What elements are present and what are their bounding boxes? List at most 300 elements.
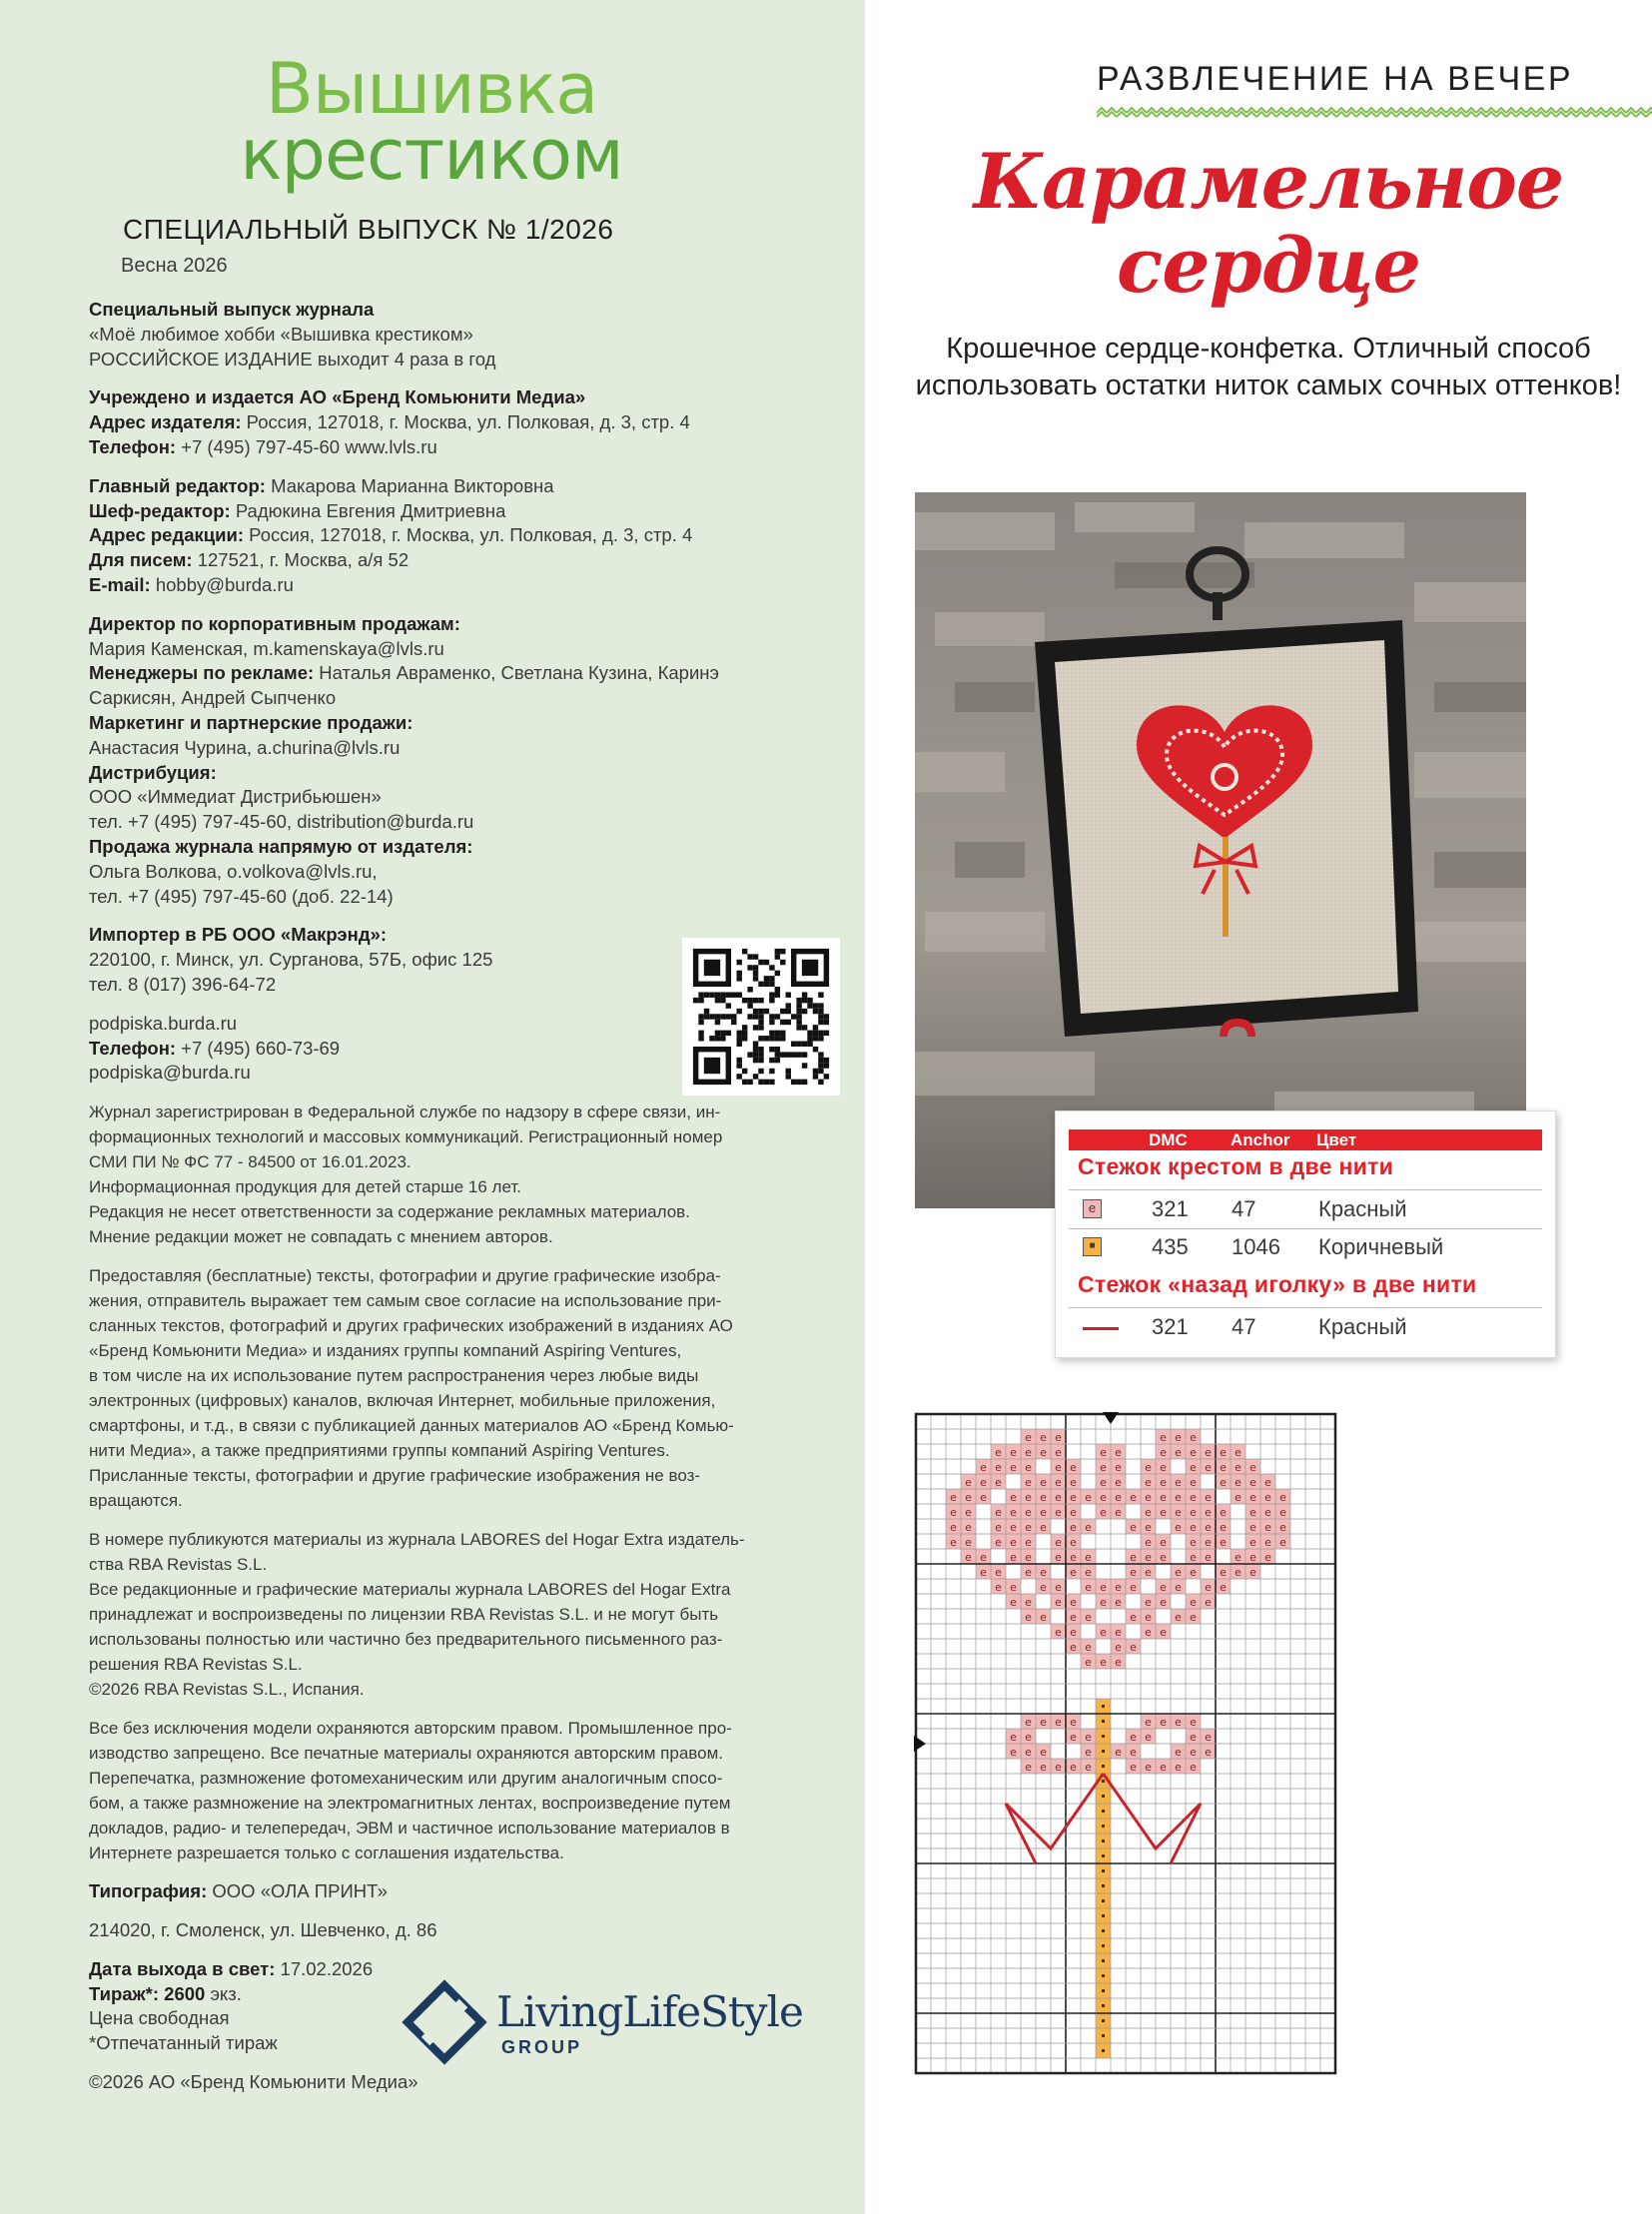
- chart-stitch-symbol: e: [995, 1446, 1002, 1459]
- chart-stitch-symbol: e: [1055, 1446, 1062, 1459]
- chart-stitch-symbol: e: [1130, 1731, 1137, 1744]
- key-row: [1069, 1229, 1542, 1265]
- chart-stitch-symbol: e: [1025, 1476, 1032, 1489]
- chart-stitch-symbol: e: [1025, 1461, 1032, 1474]
- chart-stitch-symbol: e: [1055, 1476, 1062, 1489]
- registration-text: [89, 1100, 808, 1249]
- chart-stitch-symbol: e: [1055, 1491, 1062, 1504]
- chart-stitch-symbol: e: [1055, 1536, 1062, 1549]
- printer-name: ООО «ОЛА ПРИНТ»: [207, 1880, 388, 1902]
- chart-stitch-symbol: e: [1190, 1476, 1197, 1489]
- importer-address: 220100, г. Минск, ул. Сурганова, 57Б, офис 125: [89, 949, 493, 971]
- chart-stitch-symbol: e: [1025, 1596, 1032, 1609]
- qr-code-icon[interactable]: [682, 938, 840, 1096]
- chart-stitch-symbol: e: [1100, 1491, 1107, 1504]
- chart-stitch-symbol: e: [1070, 1761, 1077, 1774]
- chart-stitch-symbol: e: [1145, 1626, 1152, 1639]
- chart-stitch-symbol: e: [1055, 1626, 1062, 1639]
- chart-stitch-symbol: e: [1190, 1596, 1197, 1609]
- chart-stitch-symbol: e: [950, 1506, 957, 1519]
- registration-line: СМИ ПИ № ФС 77 - 84500 от 16.01.2023.: [89, 1152, 412, 1172]
- chart-stem-symbol: [1102, 1780, 1105, 1783]
- chart-stitch-symbol: e: [1115, 1596, 1122, 1609]
- key-header-anchor: Anchor: [1231, 1130, 1290, 1149]
- chart-stitch-symbol: e: [950, 1491, 957, 1504]
- chart-stitch-symbol: e: [1249, 1461, 1256, 1474]
- price: Цена свободная: [89, 2007, 230, 2029]
- chart-stitch-symbol: e: [995, 1476, 1002, 1489]
- printer-address: 214020, г. Смоленск, ул. Шевченко, д. 86: [89, 1918, 437, 1940]
- chart-stitch-symbol: e: [1190, 1716, 1197, 1729]
- chart-stitch-symbol: e: [1010, 1521, 1017, 1534]
- chart-stitch-symbol: e: [1264, 1536, 1271, 1549]
- chart-stitch-symbol: e: [1085, 1491, 1092, 1504]
- printed-note: *Отпечатанный тираж: [89, 2032, 278, 2054]
- subscribe-phone-label: Телефон:: [89, 1037, 177, 1059]
- chart-stitch-symbol: e: [1160, 1761, 1167, 1774]
- article-title-line1: Карамельное: [973, 137, 1564, 226]
- chart-stitch-symbol: e: [1130, 1491, 1137, 1504]
- chart-stitch-symbol: e: [1190, 1536, 1197, 1549]
- chart-stitch-symbol: e: [950, 1521, 957, 1534]
- chart-stitch-symbol: e: [1205, 1536, 1212, 1549]
- chart-stitch-symbol: e: [1145, 1761, 1152, 1774]
- chart-stitch-symbol: e: [1070, 1506, 1077, 1519]
- chart-stem-symbol: [1102, 1989, 1105, 1992]
- key-color: Коричневый: [1318, 1234, 1444, 1259]
- chart-stitch-symbol: e: [1145, 1551, 1152, 1564]
- chart-stitch-symbol: e: [995, 1536, 1002, 1549]
- chart-stitch-symbol: e: [1040, 1566, 1047, 1579]
- chart-stem-symbol: [1102, 2019, 1105, 2022]
- ad-managers-label: Менеджеры по рекламе:: [89, 662, 315, 684]
- copyright-line: Перепечатка, размножение фотомеханическим или другим аналогичным спосо-: [89, 1769, 723, 1789]
- chart-stitch-symbol: e: [1055, 1551, 1062, 1564]
- footer-copyright: ©2026 АО «Бренд Комьюнити Медиа»: [89, 2070, 418, 2092]
- article-lead: Крошечное сердце-конфетка. Отличный способ использовать остатки ниток самых сочных оттенков!: [915, 333, 1622, 401]
- chart-stitch-symbol: e: [1070, 1476, 1077, 1489]
- chart-stitch-symbol: e: [1190, 1611, 1197, 1624]
- email-value[interactable]: hobby@burda.ru: [150, 573, 294, 595]
- chart-stitch-symbol: e: [1249, 1536, 1256, 1549]
- chart-stitch-symbol: e: [1070, 1626, 1077, 1639]
- chart-stitch-symbol: e: [1115, 1506, 1122, 1519]
- chart-stitch-symbol: e: [1249, 1521, 1256, 1534]
- chart-stitch-symbol: e: [1279, 1521, 1286, 1534]
- chart-stitch-symbol: e: [1100, 1581, 1107, 1594]
- chart-stitch-symbol: e: [1190, 1566, 1197, 1579]
- chart-stitch-symbol: e: [1145, 1731, 1152, 1744]
- imprint-sales: [89, 612, 808, 910]
- chart-stitch-symbol: e: [1010, 1746, 1017, 1759]
- ad-managers: Наталья Авраменко, Светлана Кузина, Каринэ: [314, 662, 719, 684]
- copyright-line: бом, а также размножение на электромагнитных лентах, воспроизведение путем: [89, 1794, 731, 1814]
- chart-stitch-symbol: e: [1190, 1506, 1197, 1519]
- chart-stitch-symbol: e: [1145, 1461, 1152, 1474]
- chart-stitch-symbol: e: [1040, 1761, 1047, 1774]
- chart-stitch-symbol: e: [1070, 1611, 1077, 1624]
- imprint-editorial: [89, 474, 808, 598]
- chart-stitch-symbol: e: [1264, 1521, 1271, 1534]
- chart-stitch-symbol: e: [1130, 1611, 1137, 1624]
- chart-stitch-symbol: e: [1130, 1761, 1137, 1774]
- chart-stitch-symbol: e: [1040, 1476, 1047, 1489]
- managing-editor-label: Шеф-редактор:: [89, 499, 231, 521]
- chart-stitch-symbol: e: [1055, 1761, 1062, 1774]
- chart-stitch-symbol: e: [1190, 1746, 1197, 1759]
- labores-line: ©2026 RBA Revistas S.L., Испания.: [89, 1680, 365, 1700]
- chart-stitch-symbol: e: [1160, 1626, 1167, 1639]
- chart-stitch-symbol: e: [1070, 1491, 1077, 1504]
- backstitch-line-icon: [1083, 1327, 1119, 1330]
- chart-stitch-symbol: e: [1279, 1536, 1286, 1549]
- distribution-contact: тел. +7 (495) 797-45-60, distribution@burda.ru: [89, 811, 474, 833]
- labores-line: принадлежат и воспроизведены по лицензии RBA Revistas S.L. и не могут быть: [89, 1605, 719, 1625]
- chart-stitch-symbol: e: [1205, 1551, 1212, 1564]
- chart-stitch-symbol: e: [1175, 1761, 1182, 1774]
- circulation-label: Тираж*: 2600: [89, 1982, 206, 2004]
- chart-stitch-symbol: e: [1160, 1551, 1167, 1564]
- chart-stitch-symbol: e: [1264, 1491, 1271, 1504]
- key-anchor: 1046: [1232, 1234, 1280, 1259]
- magazine-title-line2: крестиком: [240, 114, 623, 196]
- chart-stitch-symbol: e: [1205, 1446, 1212, 1459]
- direct-sales-label: Продажа журнала напрямую от издателя:: [89, 835, 473, 857]
- chart-stitch-symbol: e: [980, 1566, 987, 1579]
- chart-stitch-symbol: e: [1025, 1536, 1032, 1549]
- embroidery-photo: [915, 492, 1526, 1208]
- chart-stitch-symbol: e: [1040, 1746, 1047, 1759]
- chart-stem-symbol: [1102, 1944, 1105, 1947]
- chart-stitch-symbol: e: [1264, 1551, 1271, 1564]
- chart-stitch-symbol: e: [1115, 1461, 1122, 1474]
- labores-line: ства RBA Revistas S.L.: [89, 1555, 268, 1575]
- printer-block: [89, 1879, 808, 1904]
- key-color: Красный: [1318, 1314, 1407, 1339]
- chart-stitch-symbol: e: [1055, 1506, 1062, 1519]
- chart-stitch-symbol: e: [1205, 1461, 1212, 1474]
- chart-stitch-symbol: e: [980, 1461, 987, 1474]
- chart-stitch-symbol: e: [1085, 1656, 1092, 1669]
- chart-stitch-symbol: e: [1010, 1506, 1017, 1519]
- chart-stitch-symbol: e: [1025, 1551, 1032, 1564]
- chart-stitch-symbol: e: [1145, 1506, 1152, 1519]
- chart-stitch-symbol: e: [1040, 1446, 1047, 1459]
- chart-stitch-symbol: e: [1145, 1596, 1152, 1609]
- chart-stitch-symbol: e: [1130, 1746, 1137, 1759]
- ad-managers-cont: Саркисян, Андрей Сыпченко: [89, 687, 337, 709]
- chart-stitch-symbol: e: [1160, 1581, 1167, 1594]
- chart-stitch-symbol: e: [1040, 1716, 1047, 1729]
- chart-stitch-symbol: e: [1160, 1536, 1167, 1549]
- publisher-address-label: Адрес издателя:: [89, 411, 242, 433]
- key-dmc: 321: [1152, 1314, 1189, 1339]
- copyright-line: изводство запрещено. Все печатные материалы охраняются авторским правом.: [89, 1744, 723, 1764]
- chart-stitch-symbol: e: [1025, 1491, 1032, 1504]
- letters-label: Для писем:: [89, 549, 193, 571]
- consent-line: Предоставляя (бесплатные) тексты, фотографии и другие графические изобра-: [89, 1266, 721, 1286]
- chart-stitch-symbol: e: [995, 1461, 1002, 1474]
- chart-stitch-symbol: e: [980, 1551, 987, 1564]
- chart-stitch-symbol: e: [1100, 1656, 1107, 1669]
- chart-stitch-symbol: e: [1025, 1431, 1032, 1444]
- chart-stitch-symbol: e: [1220, 1521, 1227, 1534]
- chart-stitch-symbol: e: [965, 1506, 972, 1519]
- editorial-address: Россия, 127018, г. Москва, ул. Полковая, д. 3, стр. 4: [244, 524, 693, 546]
- consent-line: нити Медиа», а также предприятиями группы компаний Aspiring Ventures.: [89, 1441, 670, 1461]
- chart-stem-symbol: [1102, 1929, 1105, 1932]
- chart-stem-symbol: [1102, 1720, 1105, 1723]
- chart-stitch-symbol: e: [1010, 1731, 1017, 1744]
- labores-line: решения RBA Revistas S.L.: [89, 1655, 303, 1675]
- chart-stem-symbol: [1102, 1810, 1105, 1813]
- special-label: Специальный выпуск журнала: [89, 299, 375, 320]
- chart-stitch-symbol: e: [1190, 1551, 1197, 1564]
- importer-label: Импортер в РБ ООО «Макрэнд»:: [89, 924, 388, 946]
- release-label: Дата выхода в свет:: [89, 1957, 276, 1979]
- registration-line: формационных технологий и массовых коммуникаций. Регистрационный номер: [89, 1127, 723, 1147]
- chart-stem-symbol: [1102, 1884, 1105, 1887]
- chart-stitch-symbol: e: [1115, 1626, 1122, 1639]
- chart-stitch-symbol: e: [1160, 1476, 1167, 1489]
- chart-stitch-symbol: e: [1085, 1566, 1092, 1579]
- issue-title: СПЕЦИАЛЬНЫЙ ВЫПУСК № 1/2026: [123, 214, 614, 245]
- chart-stitch-symbol: e: [1025, 1521, 1032, 1534]
- email-label: E-mail:: [89, 573, 151, 595]
- chart-stem-symbol: [1102, 1765, 1105, 1768]
- imprint-founder: [89, 385, 808, 459]
- chart-stem-symbol: [1102, 1735, 1105, 1738]
- chart-stitch-symbol: e: [1145, 1611, 1152, 1624]
- logo-text: LivingLifeStyle: [496, 1987, 803, 2036]
- chart-stitch-symbol: e: [1115, 1476, 1122, 1489]
- chart-stitch-symbol: e: [995, 1506, 1002, 1519]
- chart-stitch-symbol: e: [1055, 1461, 1062, 1474]
- chart-stitch-symbol: e: [1130, 1551, 1137, 1564]
- chart-stitch-symbol: e: [1070, 1536, 1077, 1549]
- consent-line: жения, отправитель выражает тем самым свое согласие на использование при-: [89, 1291, 722, 1311]
- consent-line: сланных текстов, фотографий и других графических изображений в изданиях АО: [89, 1316, 733, 1336]
- letters-address: 127521, г. Москва, а/я 52: [192, 549, 410, 571]
- chart-stitch-symbol: e: [1115, 1446, 1122, 1459]
- chart-stitch-symbol: e: [1190, 1431, 1197, 1444]
- chart-stitch-symbol: e: [1115, 1491, 1122, 1504]
- chart-stem-symbol: [1102, 1840, 1105, 1843]
- chart-stitch-symbol: e: [1040, 1611, 1047, 1624]
- chart-stitch-symbol: e: [965, 1521, 972, 1534]
- chart-stitch-symbol: e: [1070, 1566, 1077, 1579]
- chart-stitch-symbol: e: [1070, 1521, 1077, 1534]
- registration-line: Мнение редакции может не совпадать с мнением авторов.: [89, 1227, 553, 1247]
- chart-stitch-symbol: e: [1010, 1596, 1017, 1609]
- chart-stitch-symbol: e: [1220, 1566, 1227, 1579]
- chart-stitch-symbol: e: [1235, 1446, 1241, 1459]
- swatch-red-icon: e: [1083, 1199, 1102, 1218]
- marketing: Анастасия Чурина, a.churina@lvls.ru: [89, 736, 401, 758]
- chart-stitch-symbol: e: [1160, 1596, 1167, 1609]
- key-section-cross: Стежок крестом в две нити: [1078, 1153, 1394, 1179]
- chart-stitch-symbol: e: [1249, 1566, 1256, 1579]
- article-title: [899, 137, 1638, 310]
- chart-stitch-symbol: e: [1130, 1641, 1137, 1654]
- chart-stitch-symbol: e: [1100, 1506, 1107, 1519]
- chart-stitch-symbol: e: [1025, 1746, 1032, 1759]
- chart-stem-symbol: [1102, 1750, 1105, 1753]
- chart-stitch-symbol: e: [1175, 1446, 1182, 1459]
- copyright-line: докладов, радио- и телепередач, ЭВМ и частичное использование материалов в: [89, 1819, 730, 1839]
- chart-stitch-symbol: e: [1025, 1716, 1032, 1729]
- publisher-logo: [402, 1975, 831, 2067]
- chart-stitch-symbol: e: [1010, 1536, 1017, 1549]
- chart-stitch-symbol: e: [1175, 1716, 1182, 1729]
- chart-stitch-symbol: e: [1190, 1521, 1197, 1534]
- labores-line: использованы полностью или частично без предварительного письменного раз-: [89, 1630, 723, 1650]
- chart-stitch-symbol: e: [1115, 1641, 1122, 1654]
- key-dmc: 321: [1152, 1196, 1189, 1221]
- chart-stitch-symbol: e: [1070, 1551, 1077, 1564]
- consent-text: [89, 1263, 808, 1513]
- chart-stitch-symbol: e: [1220, 1536, 1227, 1549]
- chart-stitch-symbol: e: [1205, 1581, 1212, 1594]
- direct-sales: Ольга Волкова, o.volkova@lvls.ru,: [89, 860, 378, 882]
- chart-stitch-symbol: e: [1145, 1491, 1152, 1504]
- special-line: «Моё любимое хобби «Вышивка крестиком»: [89, 323, 473, 345]
- chart-stitch-symbol: e: [1235, 1476, 1241, 1489]
- chart-stitch-symbol: e: [1220, 1476, 1227, 1489]
- chart-stitch-symbol: e: [1130, 1521, 1137, 1534]
- chart-stem-symbol: [1102, 1825, 1105, 1828]
- chart-stitch-symbol: e: [1040, 1431, 1047, 1444]
- key-header-color: Цвет: [1316, 1130, 1357, 1149]
- chart-stitch-symbol: e: [1249, 1476, 1256, 1489]
- chart-stitch-symbol: e: [1040, 1491, 1047, 1504]
- consent-line: Присланные тексты, фотографии и другие графические изображения не воз-: [89, 1466, 701, 1486]
- consent-line: вращаются.: [89, 1491, 183, 1511]
- chart-stitch-symbol: e: [1205, 1731, 1212, 1744]
- corp-sales-label: Директор по корпоративным продажам:: [89, 612, 460, 634]
- key-section-backstitch: Стежок «назад иголку» в две нити: [1078, 1271, 1477, 1297]
- key-row: [1069, 1309, 1542, 1345]
- chart-stitch-symbol: e: [1205, 1746, 1212, 1759]
- chart-stitch-symbol: e: [1085, 1641, 1092, 1654]
- subscribe-email[interactable]: podpiska@burda.ru: [89, 1062, 251, 1084]
- chart-stitch-symbol: e: [965, 1536, 972, 1549]
- chart-stitch-symbol: e: [1175, 1476, 1182, 1489]
- chart-stitch-symbol: e: [1040, 1581, 1047, 1594]
- registration-line: Редакция не несет ответственности за содержание рекламных материалов.: [89, 1202, 690, 1222]
- chart-stitch-symbol: e: [1100, 1596, 1107, 1609]
- key-divider: [1069, 1307, 1542, 1308]
- chart-stitch-symbol: e: [1175, 1431, 1182, 1444]
- chart-stitch-symbol: e: [1055, 1716, 1062, 1729]
- chart-stitch-symbol: e: [1070, 1461, 1077, 1474]
- chart-stitch-symbol: e: [1010, 1491, 1017, 1504]
- key-anchor: 47: [1232, 1196, 1256, 1221]
- chart-stitch-symbol: e: [1160, 1716, 1167, 1729]
- chart-stitch-symbol: e: [1040, 1506, 1047, 1519]
- chart-stitch-symbol: e: [1115, 1656, 1122, 1669]
- chart-stem-symbol: [1102, 1974, 1105, 1977]
- logo-group: GROUP: [501, 2037, 583, 2057]
- chart-stem-symbol: [1102, 2004, 1105, 2007]
- imprint-text: [89, 298, 808, 2095]
- copyright-text: [89, 1716, 808, 1865]
- chart-stitch-symbol: e: [995, 1521, 1002, 1534]
- chart-stitch-symbol: e: [1175, 1506, 1182, 1519]
- chart-stitch-symbol: e: [1235, 1551, 1241, 1564]
- chart-stitch-symbol: e: [1070, 1716, 1077, 1729]
- key-anchor: 47: [1232, 1314, 1256, 1339]
- key-dmc: 435: [1152, 1234, 1189, 1259]
- chart-stitch-symbol: e: [1175, 1581, 1182, 1594]
- chart-stitch-symbol: e: [1205, 1491, 1212, 1504]
- chart-stitch-symbol: e: [1190, 1446, 1197, 1459]
- chart-stitch-symbol: e: [1190, 1731, 1197, 1744]
- chart-stitch-symbol: e: [1249, 1551, 1256, 1564]
- chart-stitch-symbol: e: [1070, 1731, 1077, 1744]
- rubric-title: РАЗВЛЕЧЕНИЕ НА ВЕЧЕР: [1097, 60, 1574, 98]
- chart-stitch-symbol: e: [1115, 1581, 1122, 1594]
- chart-stitch-symbol: e: [1040, 1521, 1047, 1534]
- chart-stitch-symbol: e: [1085, 1581, 1092, 1594]
- chart-stitch-symbol: e: [950, 1536, 957, 1549]
- corp-sales: Мария Каменская, m.kamenskaya@lvls.ru: [89, 637, 444, 659]
- chart-stitch-symbol: e: [1025, 1761, 1032, 1774]
- chart-stitch-symbol: e: [1025, 1566, 1032, 1579]
- direct-sales-phone: тел. +7 (495) 797-45-60 (доб. 22-14): [89, 885, 394, 907]
- chart-stitch-symbol: e: [965, 1491, 972, 1504]
- chart-stitch-symbol: e: [1220, 1506, 1227, 1519]
- chart-stitch-symbol: e: [1100, 1461, 1107, 1474]
- chart-stitch-symbol: e: [1085, 1761, 1092, 1774]
- chart-stitch-symbol: e: [1175, 1521, 1182, 1534]
- chart-stitch-symbol: e: [1085, 1521, 1092, 1534]
- chart-stitch-symbol: e: [1205, 1596, 1212, 1609]
- chart-stitch-symbol: e: [1085, 1731, 1092, 1744]
- chart-stitch-symbol: e: [1085, 1611, 1092, 1624]
- distribution-label: Дистрибуция:: [89, 761, 217, 783]
- chart-stitch-symbol: e: [1100, 1626, 1107, 1639]
- chart-stitch-symbol: e: [1145, 1536, 1152, 1549]
- chart-stitch-symbol: e: [1160, 1461, 1167, 1474]
- chart-stitch-symbol: e: [1085, 1746, 1092, 1759]
- chart-stitch-symbol: e: [980, 1476, 987, 1489]
- registration-line: Информационная продукция для детей старше 16 лет.: [89, 1177, 521, 1197]
- article-title-line2: сердце: [1116, 221, 1420, 310]
- chart-stitch-symbol: e: [1100, 1446, 1107, 1459]
- chief-editor-label: Главный редактор:: [89, 474, 266, 496]
- chart-stitch-symbol: e: [995, 1581, 1002, 1594]
- issue-season: Весна 2026: [121, 255, 228, 277]
- chart-stitch-symbol: e: [1220, 1446, 1227, 1459]
- swatch-brown-icon: ■: [1083, 1237, 1102, 1256]
- zigzag-divider: [1097, 106, 1652, 120]
- chart-stitch-symbol: e: [1160, 1506, 1167, 1519]
- chart-stitch-symbol: e: [1160, 1491, 1167, 1504]
- chart-stitch-symbol: e: [1070, 1641, 1077, 1654]
- chart-stem-symbol: [1102, 1914, 1105, 1917]
- chart-stitch-symbol: e: [1190, 1761, 1197, 1774]
- chart-stitch-symbol: e: [965, 1551, 972, 1564]
- chart-stitch-symbol: e: [1220, 1461, 1227, 1474]
- thread-key: [1055, 1110, 1556, 1358]
- chart-stitch-symbol: e: [1025, 1611, 1032, 1624]
- chart-stitch-symbol: e: [1175, 1566, 1182, 1579]
- chart-stitch-symbol: e: [1160, 1431, 1167, 1444]
- subscribe-site[interactable]: podpiska.burda.ru: [89, 1012, 238, 1034]
- key-header: [1069, 1129, 1542, 1150]
- labores-text: [89, 1527, 808, 1702]
